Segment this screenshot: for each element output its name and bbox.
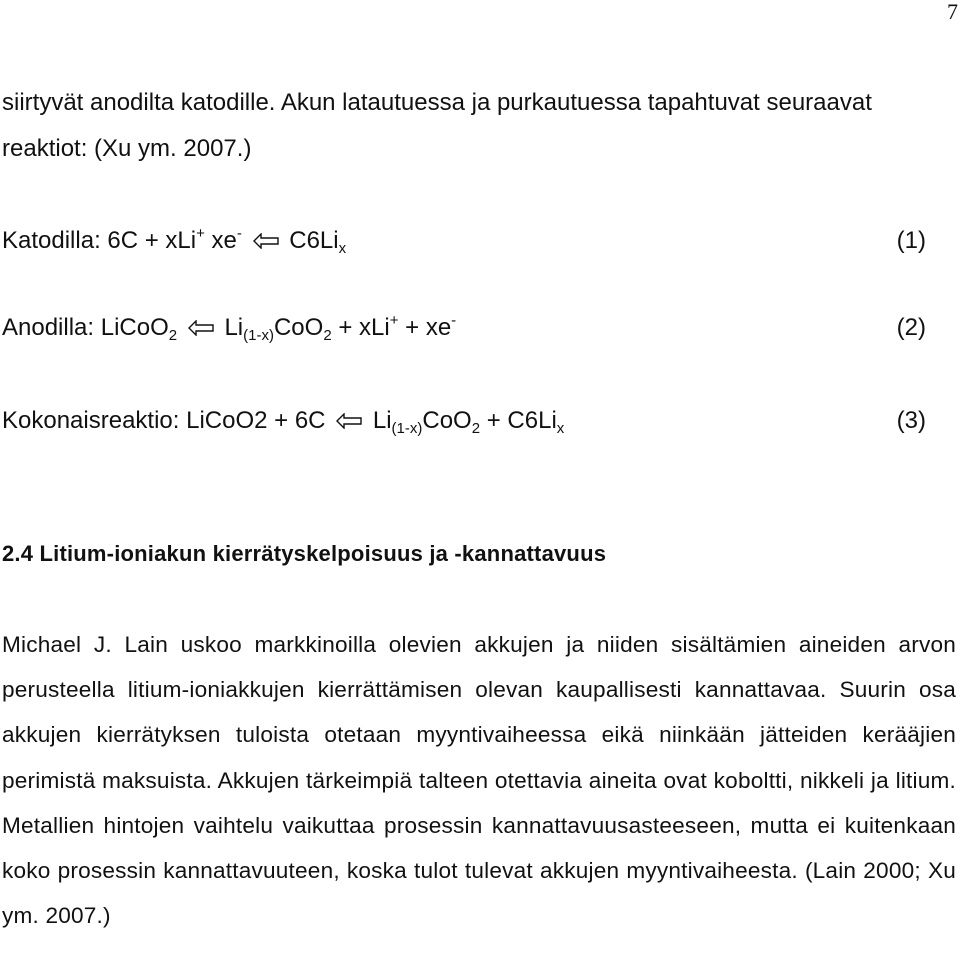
reaction-arrow-icon: [188, 320, 214, 336]
body-paragraph: Michael J. Lain uskoo markkinoilla olevien akkujen ja niiden sisältämien aineiden arvon perusteella litium-ioniakkujen kierrättämisen olevan kaupallisesti kannattavaa. Suurin osa akkujen kierrätyksen tuloista otetaan myyntivaiheessa eikä niinkään jätteiden kerääjien perimistä maksuista. Akkujen tärkeimpiä talteen otettavia aineita ovat koboltti, nikkeli ja litium. Metallien hintojen vaihtelu vaikuttaa prosessin kannattavuusasteeseen, mutta ei kuitenkaan koko prosessin kannattavuuteen, koska tulot tulevat akkujen myyntivaiheesta. (Lain 2000; Xu ym. 2007.): [2, 632, 956, 929]
eq2-sub-1-x: (1-x): [243, 327, 274, 344]
eq3-coo: CoO: [422, 407, 472, 434]
page-number: 7: [947, 0, 958, 24]
equation-2: [2, 313, 926, 343]
eq3-sub-2: 2: [471, 420, 481, 437]
eq2-label: Anodilla: LiCoO: [2, 314, 169, 341]
eq1-sup-plus: +: [196, 225, 205, 242]
section-heading: 2.4 Litium-ioniakun kierrätyskelpoisuus ja -kannattavuus: [2, 541, 607, 566]
eq3-label: Kokonaisreaktio: LiCoO2 + 6C: [2, 407, 326, 434]
equation-number-3: (3): [896, 407, 926, 434]
eq2-sup-minus: -: [451, 312, 457, 329]
equation-3: [2, 406, 926, 436]
eq1-sub-x: x: [338, 240, 347, 257]
eq1-electron: xe: [204, 227, 237, 254]
eq2-xe: + xe: [398, 314, 452, 341]
eq3-sub-x: x: [556, 420, 565, 437]
eq1-sup-minus: -: [236, 225, 242, 242]
eq3-c6li: + C6Li: [480, 407, 557, 434]
eq2-coo: CoO: [273, 314, 324, 341]
equation-number-1: (1): [896, 227, 926, 254]
eq3-li: Li: [372, 407, 392, 434]
equation-number-2: (2): [896, 314, 926, 341]
eq1-label: Katodilla: 6C + xLi: [2, 227, 197, 254]
eq3-sub-1-x: (1-x): [391, 420, 423, 437]
eq2-li: Li: [224, 314, 244, 341]
eq2-sub-2b: 2: [323, 327, 332, 344]
eq2-sup-plus: +: [389, 312, 399, 329]
intro-paragraph: siirtyvät anodilta katodille. Akun latautuessa ja purkautuessa tapahtuvat seuraavat reaktiot: (Xu ym. 2007.): [2, 89, 872, 162]
eq2-sub-2: 2: [168, 327, 178, 344]
reaction-arrow-icon: [253, 233, 279, 249]
eq2-xli: + xLi: [331, 314, 390, 341]
equation-1: [2, 226, 926, 256]
eq1-product: C6Li: [289, 227, 339, 254]
reaction-arrow-icon: [336, 413, 362, 429]
